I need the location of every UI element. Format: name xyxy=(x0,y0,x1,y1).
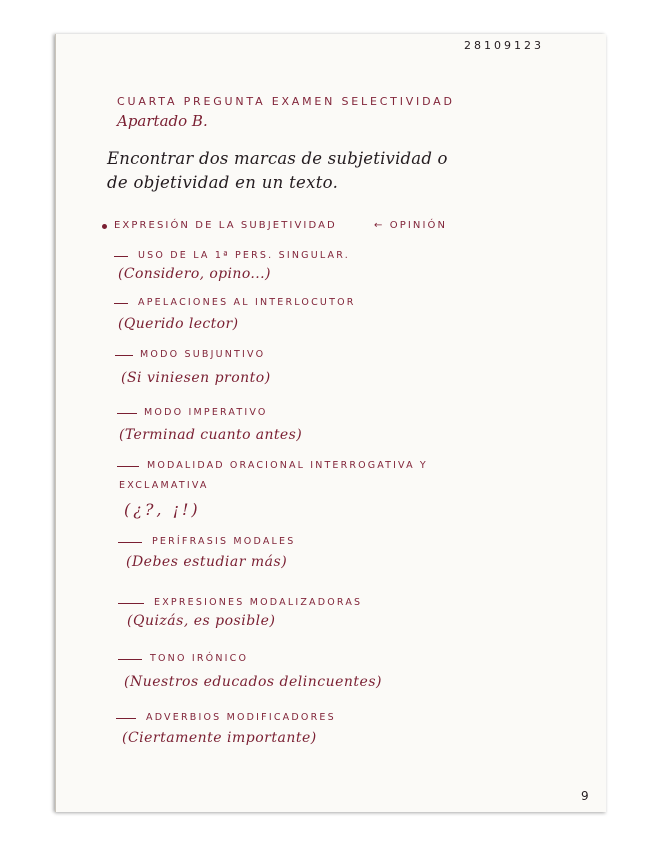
item-label: PERÍFRASIS MODALES xyxy=(152,536,296,547)
item-label: USO DE LA 1ª PERS. SINGULAR. xyxy=(138,250,350,261)
section-bullet-icon xyxy=(102,224,107,229)
item-label: MODALIDAD ORACIONAL INTERROGATIVA Y xyxy=(147,460,428,471)
item-example: (Considero, opino...) xyxy=(118,266,271,282)
page-number: 9 xyxy=(581,789,589,803)
item-example: (Nuestros educados delincuentes) xyxy=(124,674,382,690)
arrow-icon xyxy=(118,542,142,543)
page-title: CUARTA PREGUNTA EXAMEN SELECTIVIDAD xyxy=(117,95,455,108)
arrow-icon xyxy=(117,413,137,414)
item-example: (Debes estudiar más) xyxy=(126,554,288,570)
item-label: EXPRESIONES MODALIZADORAS xyxy=(154,597,363,608)
arrow-icon xyxy=(116,718,136,719)
item-example: (¿?, ¡!) xyxy=(124,500,201,519)
item-example: (Querido lector) xyxy=(118,316,239,332)
item-example: (Terminad cuanto antes) xyxy=(119,427,303,443)
arrow-icon xyxy=(114,256,128,257)
arrow-icon xyxy=(118,603,144,604)
section-heading: EXPRESIÓN DE LA SUBJETIVIDAD xyxy=(114,220,337,231)
arrow-icon xyxy=(114,303,128,304)
arrow-icon xyxy=(115,355,133,356)
item-label: MODO IMPERATIVO xyxy=(144,407,268,418)
item-label: ADVERBIOS MODIFICADORES xyxy=(146,712,336,723)
item-example: (Quizás, es posible) xyxy=(127,613,276,629)
intro-line-2: de objetividad en un texto. xyxy=(107,173,339,192)
arrow-icon xyxy=(118,659,142,660)
section-arrow-note: ← OPINIÓN xyxy=(374,220,448,231)
item-label: TONO IRÓNICO xyxy=(150,653,249,664)
item-example: (Ciertamente importante) xyxy=(122,730,317,746)
item-example: (Si viniesen pronto) xyxy=(121,370,271,386)
page-subtitle: Apartado B. xyxy=(117,112,208,130)
item-label: MODO SUBJUNTIVO xyxy=(140,349,266,360)
item-label-continued: EXCLAMATIVA xyxy=(119,480,209,491)
intro-line-1: Encontrar dos marcas de subjetividad o xyxy=(107,149,448,168)
item-label: APELACIONES AL INTERLOCUTOR xyxy=(138,297,356,308)
date: 28109123 xyxy=(464,39,544,52)
arrow-icon xyxy=(117,466,139,467)
